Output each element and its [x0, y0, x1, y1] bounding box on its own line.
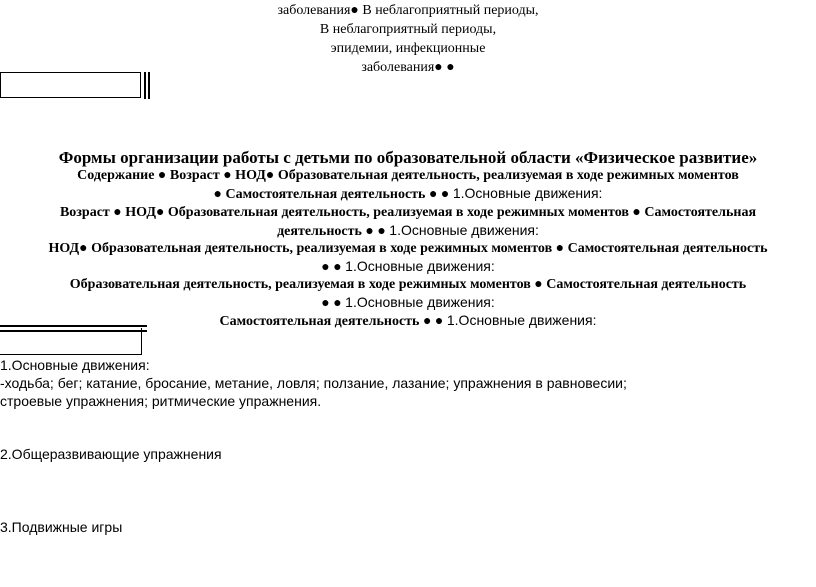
header-line-2: В неблагоприятный периоды, [319, 22, 497, 37]
row-1: Содержание ● Возраст ● НОД● Образовательная деятельность, реализуемая в ходе режимных моментов [77, 168, 739, 183]
row-6-plain: 1.Основные движения: [345, 258, 495, 274]
row-9-bold: Самостоятельная деятельность ● ● [219, 314, 447, 329]
body-item-2: 2.Общеразвивающие упражнения [0, 446, 222, 462]
body-item-3: 3.Подвижные игры [0, 519, 123, 535]
divider-line-1 [0, 325, 147, 327]
row-4-bold: деятельность ● ● [277, 224, 390, 239]
empty-frame-bottom [0, 328, 142, 355]
row-7: Образовательная деятельность, реализуемая в ходе режимных моментов ● Самостоятельная деятельность [69, 277, 747, 292]
row-4 [0, 222, 816, 240]
row-8-plain: 1.Основные движения: [345, 294, 495, 310]
page-title: Формы организации работы с детьми по образовательной области «Физическое развитие» [58, 148, 758, 167]
row-2-plain: 1.Основные движения: [452, 185, 603, 201]
frame-bar-2 [148, 72, 150, 99]
header-line-3: эпидемии, инфекционные [330, 41, 486, 56]
empty-frame-top [0, 72, 141, 98]
row-6 [0, 258, 816, 276]
row-6-bold: ● ● [321, 260, 346, 275]
row-8-bold: ● ● [321, 296, 346, 311]
row-2-bold: ● Самостоятельная деятельность ● ● [213, 187, 453, 202]
row-8 [0, 294, 816, 312]
frame-bar-1 [144, 72, 146, 99]
header-line-4: заболевания● ● [361, 60, 455, 75]
body-line-2: -ходьба; бег; катание, бросание, метание, ловля; ползание, лазание; упражнения в равновесии; [0, 375, 627, 391]
row-9-plain: 1.Основные движения: [446, 312, 597, 328]
header-line-1: заболевания● В неблагоприятный периоды, [277, 3, 539, 18]
body-line-3: строевые упражнения; ритмические упражнения. [0, 393, 322, 409]
row-2 [0, 185, 816, 203]
row-3: Возраст ● НОД● Образовательная деятельность, реализуемая в ходе режимных моментов ● Самостоятельная [59, 205, 757, 220]
row-4-plain: 1.Основные движения: [389, 222, 539, 238]
body-line-1: 1.Основные движения: [0, 357, 150, 373]
row-5: НОД● Образовательная деятельность, реализуемая в ходе режимных моментов ● Самостоятельная деятельность [48, 241, 768, 256]
